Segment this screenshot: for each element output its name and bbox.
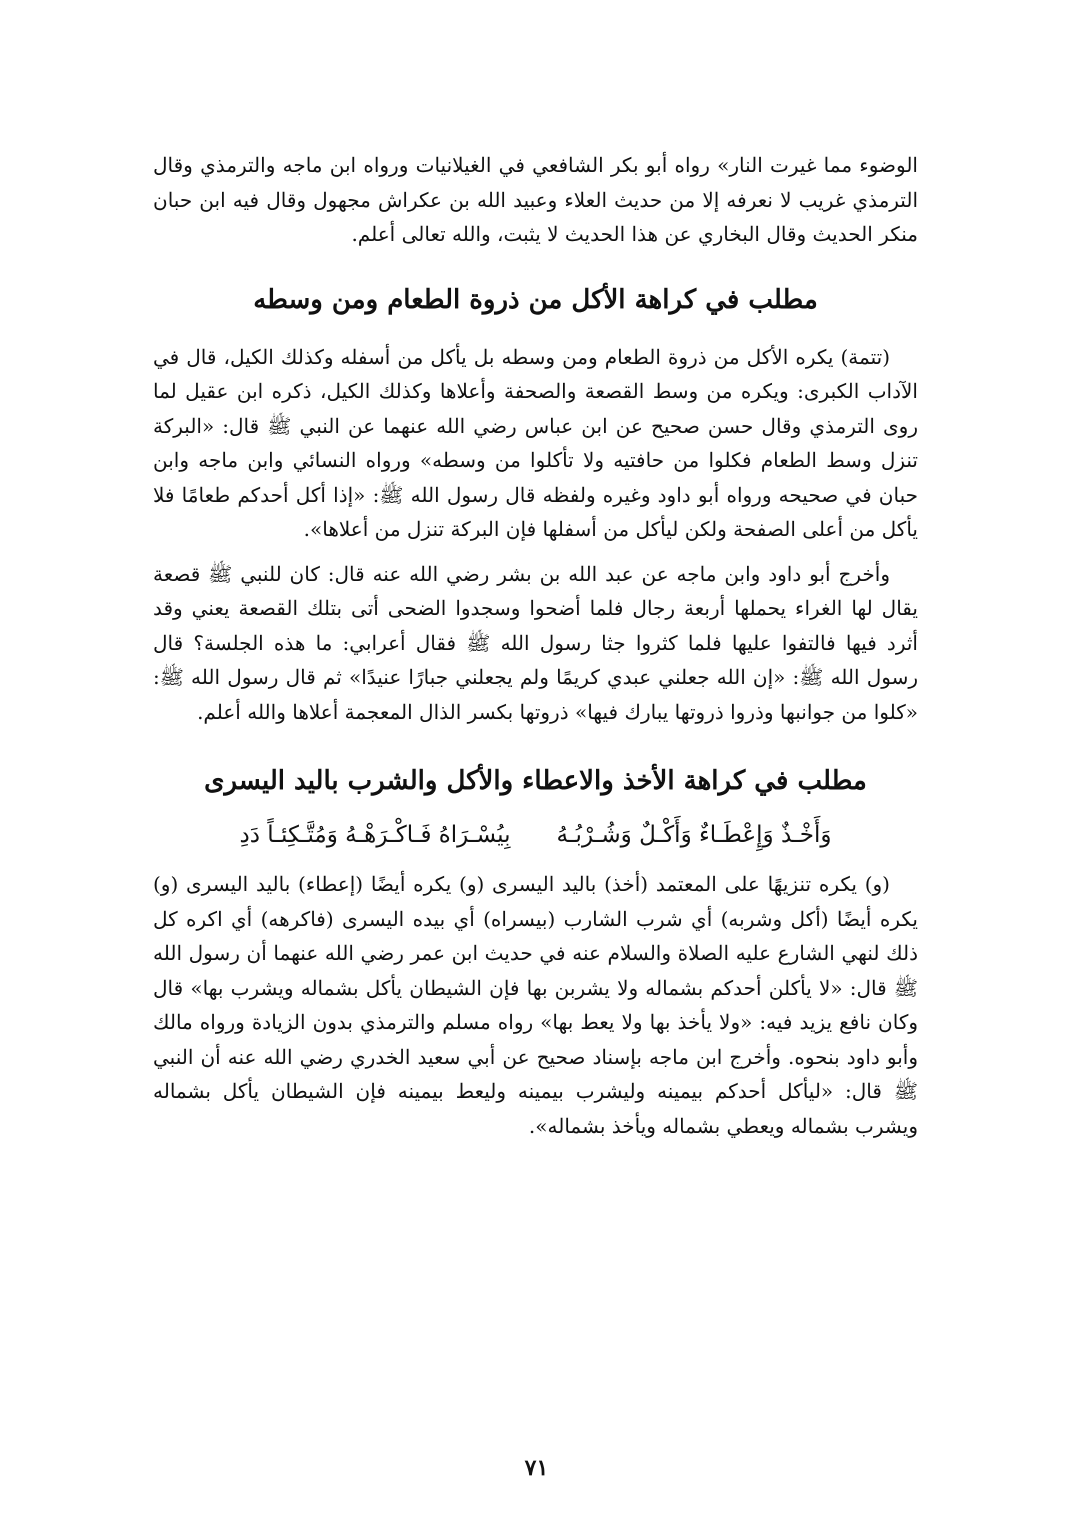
page-number: ٧١ [524,1455,549,1481]
section1-paragraph-2: وأخرج أبو داود وابن ماجه عن عبد الله بن بشر رضي الله عنه قال: كان للنبي ﷺ قصعة يقال لها الغراء يحملها أربعة رجال فلما أضحوا وسجدوا الضحى أتى بتلك القصعة يعني وقد أثرد فيها فالتفوا عليها فلما كثروا جثا رسول الله ﷺ فقال أعرابي: ما هذه الجلسة؟ قال رسول الله ﷺ: «إن الله جعلني عبدي كريمًا ولم يجعلني جبارًا عنيدًا» ثم قال رسول الله ﷺ: «كلوا من جوانبها وذروا ذروتها يبارك فيها» ذروتها بكسر الذال المعجمة أعلاها والله أعلم. [153,561,918,724]
verse-first-hemistich: وَأَخْـذٌ وَإِعْطَـاءٌ وَأَكْـلٌ وَشُـرْبُـهُ [556,822,832,848]
section-heading-top-of-food: مطلب في كراهة الأكل من ذروة الطعام ومن وسطه [253,284,818,315]
section1-paragraph-1: (تتمة) يكره الأكل من ذروة الطعام ومن وسطه بل يأكل من أسفله وكذلك الكيل، قال في الآداب الكبرى: ويكره من وسط القصعة والصحفة وأعلاها وكذلك الكيل، ذكره ابن عقيل لما روى الترمذي وقال حسن صحيح عن ابن عباس رضي الله عنهما عن النبي ﷺ قال: «البركة تنزل وسط الطعام فكلوا من حافتيه ولا تأكلوا من وسطه» ورواه النسائي وابن ماجه وابن حبان في صحيحه ورواه أبو داود وغيره ولفظه قال رسول الله ﷺ: «إذا أكل أحدكم طعامًا فلا يأكل من أعلى الصفحة ولكن ليأكل من أسفلها فإن البركة تنزل من أعلاها». [153,344,918,541]
poem-verse [153,817,918,853]
page-body [153,148,918,1143]
section-heading-left-hand: مطلب في كراهة الأخذ والاعطاء والأكل والشرب باليد اليسرى [204,766,867,796]
section2-paragraph: (و) يكره تنزيهًا على المعتمد (أخذ) باليد اليسرى (و) يكره أيضًا (إعطاء) باليد اليسرى (و) يكره أيضًا (أكل وشربه) أي شرب الشارب (بيسراه) أي بيده اليسرى (فاكرهه) أي اكره كل ذلك لنهي الشارع عليه الصلاة والسلام عنه في حديث ابن عمر رضي الله عنهما أن رسول الله ﷺ قال: «لا يأكلن أحدكم بشماله ولا يشربن بها فإن الشيطان يأكل بشماله ويشرب بها» قال وكان نافع يزيد فيه: «ولا يأخذ بها ولا يعط بها» رواه مسلم والترمذي بدون الزيادة ورواه مالك وأبو داود بنحوه. وأخرج ابن ماجه بإسناد صحيح عن أبي سعيد الخدري رضي الله عنه أن النبي ﷺ قال: «ليأكل أحدكم بيمينه وليشرب بيمينه وليعط بيمينه فإن الشيطان يأكل بشماله ويشرب بشماله ويعطي بشماله ويأخذ بشماله». [153,872,918,1138]
intro-paragraph: الوضوء مما غيرت النار» رواه أبو بكر الشافعي في الغيلانيات ورواه ابن ماجه والترمذي وقال الترمذي غريب لا نعرفه إلا من حديث العلاء وعبيد الله بن عكراش مجهول وقال فيه ابن حبان منكر الحديث وقال البخاري عن هذا الحديث لا يثبت، والله تعالى أعلم. [153,153,918,246]
verse-second-hemistich: بِيُسْـرَاهُ فَـاكْـرَهْـهُ وَمُتَّـكِئـاً دَدِ [239,822,511,848]
